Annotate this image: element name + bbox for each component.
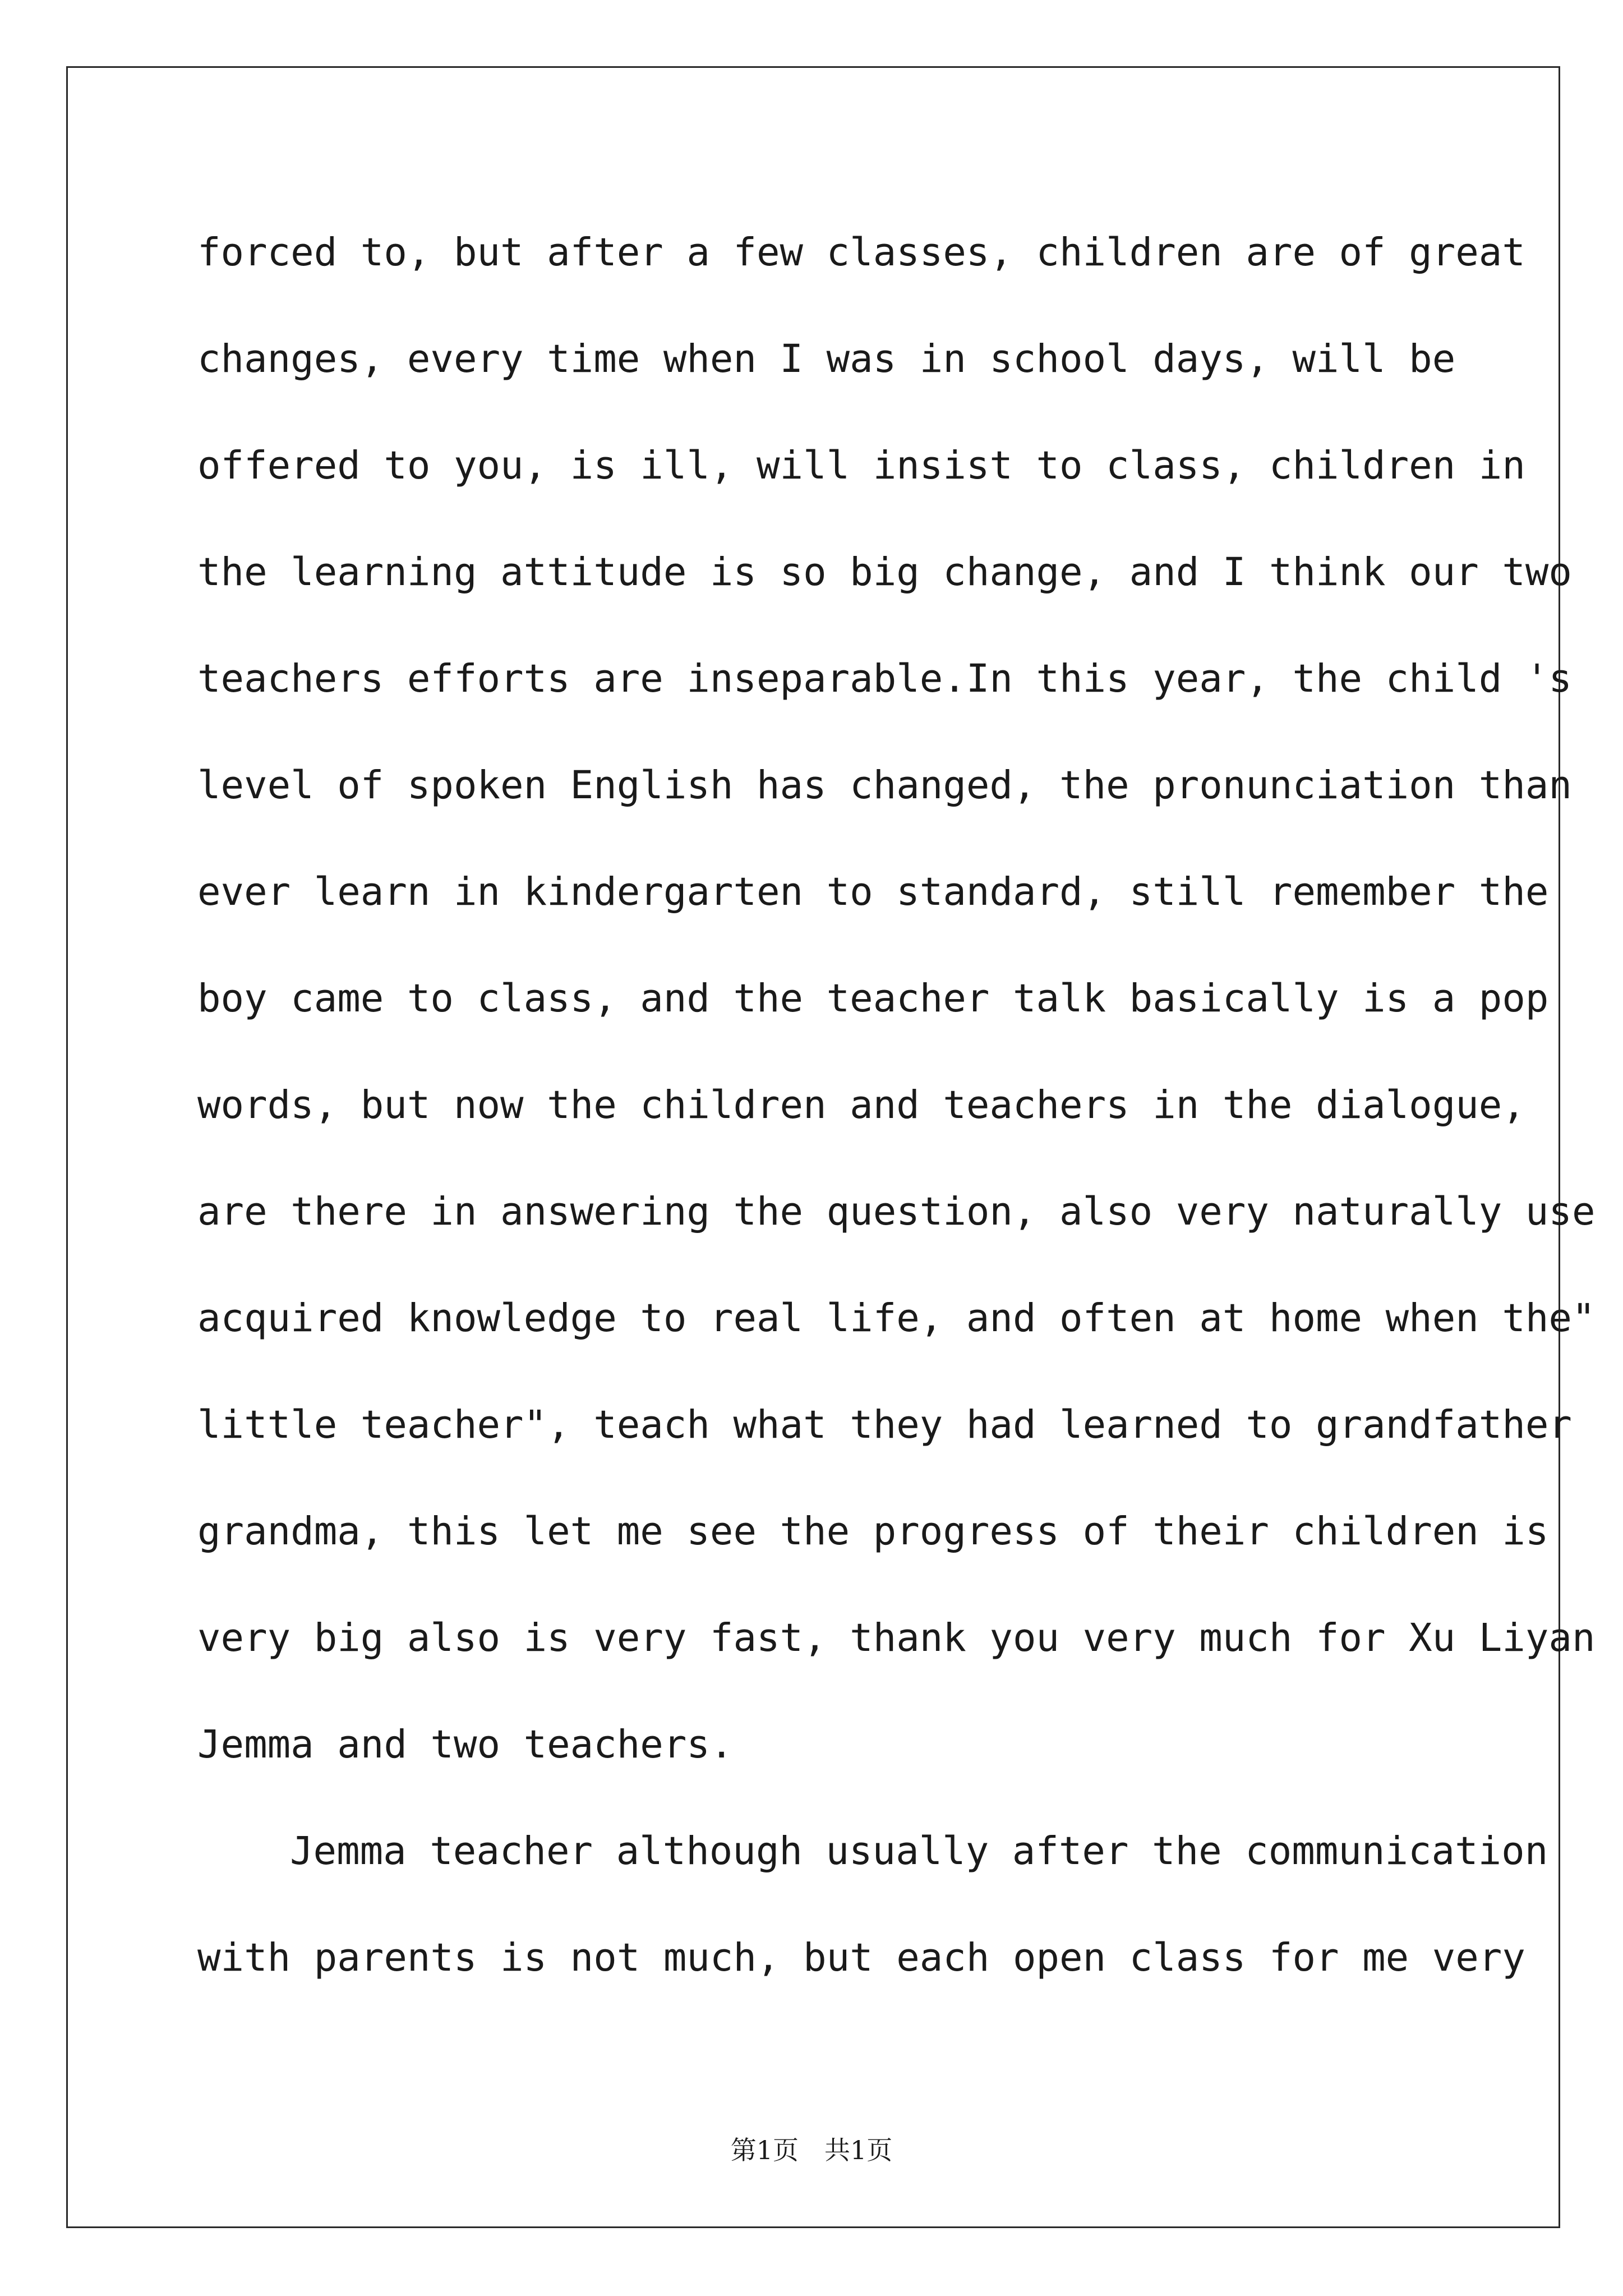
text-line: very big also is very fast, thank you very much for Xu Liyan	[197, 1616, 1596, 1660]
text-line: level of spoken English has changed, the pronunciation than	[197, 763, 1572, 808]
text-line: ever learn in kindergarten to standard, still remember the	[197, 869, 1549, 914]
text-line: with parents is not much, but each open class for me very	[197, 1935, 1525, 1980]
text-line: offered to you, is ill, will insist to class, children in	[197, 443, 1525, 488]
text-line: acquired knowledge to real life, and often at home when the"	[197, 1296, 1596, 1341]
text-line: boy came to class, and the teacher talk basically is a pop	[197, 976, 1549, 1021]
document-body	[197, 219, 1596, 2031]
page-number-footer: 第1页 共1页	[730, 2135, 893, 2165]
text-line: little teacher", teach what they had learned to grandfather	[197, 1402, 1572, 1447]
paragraph-start-line: Jemma teacher although usually after the communication	[290, 1829, 1548, 1874]
text-line: teachers efforts are inseparable.In this year, the child 's	[197, 656, 1572, 701]
text-line: grandma, this let me see the progress of their children is	[197, 1509, 1549, 1554]
paragraph-end-line: Jemma and two teachers.	[197, 1722, 734, 1767]
text-line: changes, every time when I was in school days, will be	[197, 337, 1456, 381]
text-line: words, but now the children and teachers in the dialogue,	[197, 1083, 1525, 1128]
text-line: forced to, but after a few classes, children are of great	[197, 230, 1525, 275]
text-line: are there in answering the question, also very naturally use	[197, 1189, 1596, 1234]
text-line: the learning attitude is so big change, and I think our two	[197, 550, 1572, 595]
